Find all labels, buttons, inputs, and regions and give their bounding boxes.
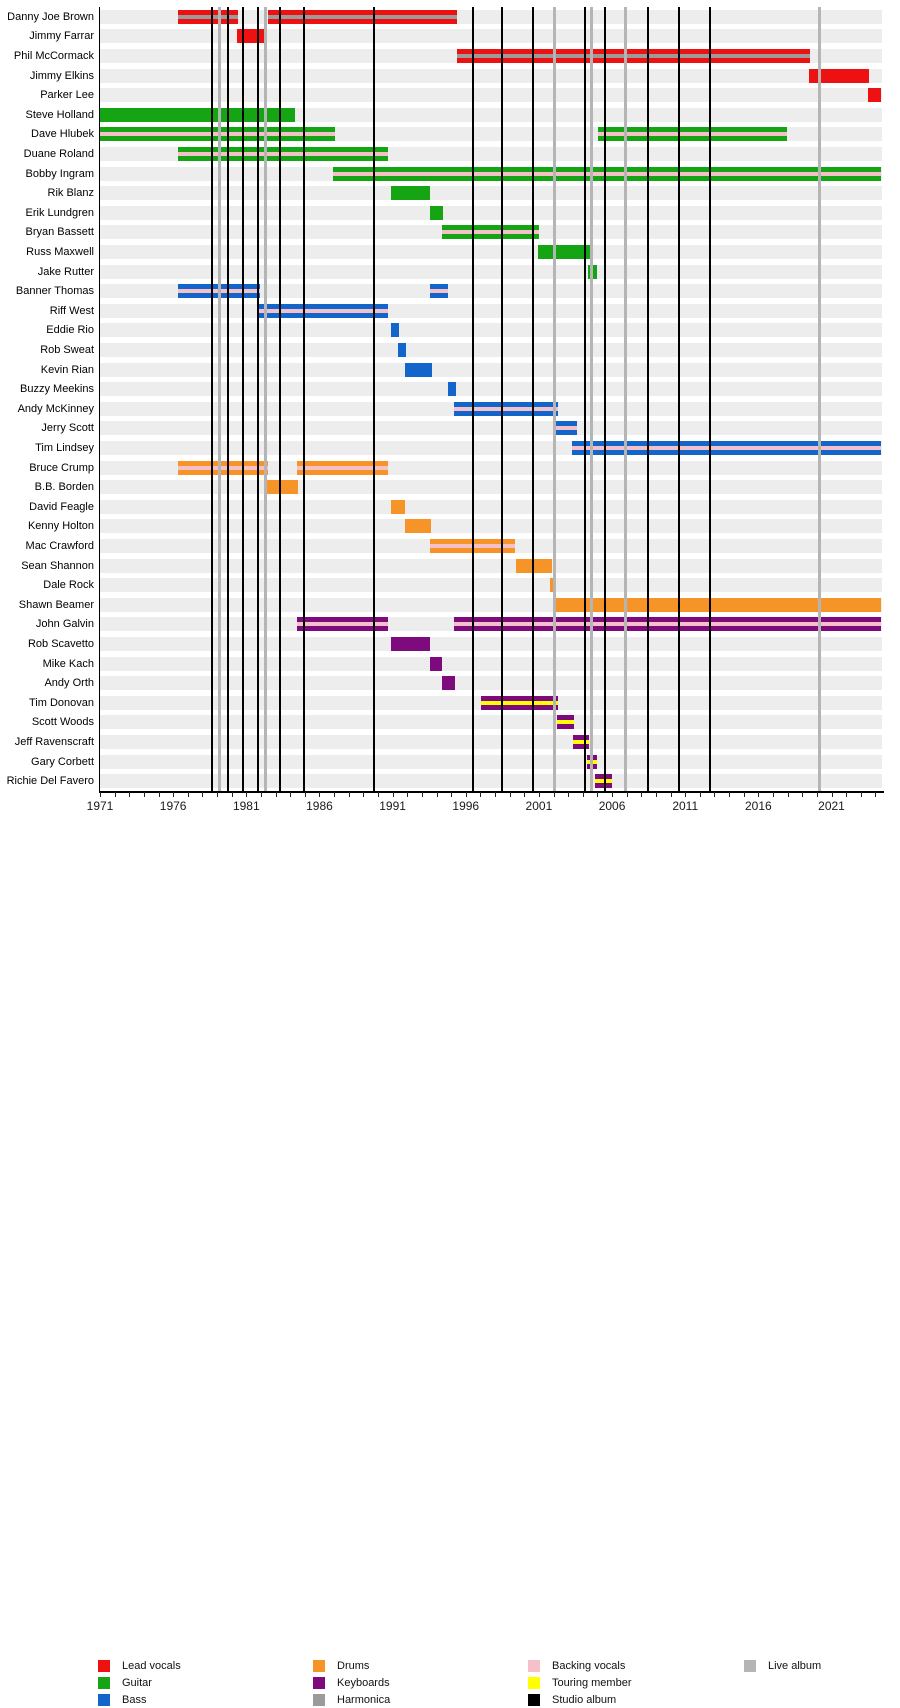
timeline-bar — [391, 323, 399, 337]
axis-tick — [627, 792, 628, 797]
row-band — [100, 676, 882, 690]
tick-label: 2016 — [745, 799, 772, 813]
row-band — [100, 519, 882, 533]
member-label: Bryan Bassett — [25, 226, 94, 239]
member-label: Steve Holland — [25, 108, 94, 121]
member-label: Parker Lee — [40, 89, 94, 102]
axis-tick — [700, 792, 701, 797]
backing-vocals-stripe — [572, 446, 881, 450]
tick-label: 1971 — [86, 799, 114, 813]
touring-stripe — [573, 740, 589, 744]
member-label: Shawn Beamer — [18, 598, 94, 611]
timeline-bar — [553, 598, 881, 612]
axis-tick — [144, 792, 145, 797]
axis-tick — [363, 792, 364, 797]
axis-tick — [729, 792, 730, 797]
backing-vocals-stripe — [454, 407, 558, 411]
tick-label: 1996 — [452, 799, 480, 813]
legend-label: Lead vocals — [122, 1660, 181, 1672]
timeline-bar — [405, 519, 431, 533]
timeline-bar — [430, 284, 448, 298]
studio-album-line — [604, 7, 606, 791]
axis-tick — [246, 792, 247, 797]
timeline-bar — [391, 500, 405, 514]
axis-tick — [393, 792, 394, 797]
axis-tick — [758, 792, 759, 797]
member-label: Gary Corbett — [31, 755, 94, 768]
legend-label: Studio album — [552, 1694, 617, 1706]
row-band — [100, 206, 882, 220]
member-label: Phil McCormack — [13, 50, 94, 62]
timeline-bar — [448, 382, 456, 396]
row-band — [100, 774, 882, 788]
live-album-line — [590, 7, 593, 791]
touring-stripe — [557, 720, 574, 724]
timeline-bar — [405, 363, 432, 377]
member-label: Russ Maxwell — [26, 246, 94, 258]
studio-album-line — [647, 7, 649, 791]
axis-tick — [685, 792, 686, 797]
axis-tick — [846, 792, 847, 797]
row-band — [100, 186, 882, 200]
tick-label: 2006 — [598, 799, 626, 813]
axis-tick — [714, 792, 715, 797]
axis-tick — [100, 792, 101, 797]
axis-tick — [568, 792, 569, 797]
member-label: David Feagle — [29, 500, 94, 513]
backing-vocals-stripe — [333, 172, 881, 176]
harmonica-swatch — [313, 1694, 325, 1706]
backing-vocals-stripe — [178, 152, 388, 156]
axis-tick — [349, 792, 350, 797]
axis-tick — [875, 792, 876, 797]
studio-album-line — [584, 7, 586, 791]
member-label: Jerry Scott — [41, 422, 94, 435]
timeline-bar — [267, 480, 298, 494]
live-album-line — [218, 7, 221, 791]
axis-tick — [188, 792, 189, 797]
axis-tick — [524, 792, 525, 797]
legend-label: Live album — [768, 1660, 822, 1672]
backing-vocals-swatch — [528, 1660, 540, 1672]
member-label: Bobby Ingram — [25, 167, 94, 180]
legend-label: Drums — [337, 1660, 370, 1672]
axis-tick — [510, 792, 511, 797]
live-album-line — [818, 7, 821, 791]
row-band — [100, 382, 882, 396]
member-label: Rob Scavetto — [27, 638, 94, 650]
studio-album-swatch — [528, 1694, 540, 1706]
row-band — [100, 480, 882, 494]
drums-swatch — [313, 1660, 325, 1672]
row-band — [100, 755, 882, 769]
member-label: B.B. Borden — [34, 481, 94, 494]
member-label: Banner Thomas — [15, 285, 94, 298]
axis-tick — [861, 792, 862, 797]
timeline-bar — [333, 167, 881, 181]
row-band — [100, 304, 882, 318]
bass-swatch — [98, 1694, 110, 1706]
studio-album-line — [279, 7, 281, 791]
axis-tick — [641, 792, 642, 797]
backing-vocals-stripe — [556, 426, 577, 430]
member-label: Scott Woods — [31, 716, 94, 729]
timeline-bar — [178, 147, 388, 161]
row-band — [100, 265, 882, 279]
member-label: Buzzy Meekins — [20, 383, 94, 396]
member-label: Andy Orth — [44, 677, 94, 690]
member-label: Riff West — [49, 304, 94, 317]
axis-tick — [129, 792, 130, 797]
guitar-swatch — [98, 1677, 110, 1689]
axis-tick — [671, 792, 672, 797]
member-label: Jimmy Farrar — [29, 30, 94, 43]
member-label: Mike Kach — [42, 657, 94, 670]
tick-label: 1976 — [159, 799, 187, 813]
axis-tick — [466, 792, 467, 797]
timeline-bar — [442, 676, 455, 690]
legend-label: Keyboards — [337, 1677, 390, 1689]
member-label: Kevin Rian — [40, 363, 94, 376]
touring-stripe — [481, 701, 558, 705]
timeline-bar — [573, 735, 589, 749]
timeline-bar — [398, 343, 406, 357]
backing-vocals-stripe — [100, 132, 335, 136]
axis-tick — [832, 792, 833, 797]
axis-tick — [451, 792, 452, 797]
member-label: John Galvin — [35, 618, 94, 631]
legend-label: Harmonica — [337, 1694, 391, 1706]
studio-album-line — [501, 7, 503, 791]
axis-tick — [612, 792, 613, 797]
legend-label: Bass — [122, 1694, 147, 1706]
axis-tick — [773, 792, 774, 797]
tick-label: 2021 — [818, 799, 845, 813]
row-band — [100, 421, 882, 435]
legend-label: Guitar — [122, 1677, 152, 1689]
timeline-bar — [538, 245, 590, 259]
studio-album-line — [257, 7, 259, 791]
axis-tick — [539, 792, 540, 797]
timeline-bar — [572, 441, 881, 455]
member-label: Bruce Crump — [29, 461, 94, 474]
harmonica-stripe — [268, 15, 457, 19]
lead-vocals-swatch — [98, 1660, 110, 1672]
row-band — [100, 500, 882, 514]
row-band — [100, 29, 882, 43]
legend — [0, 826, 900, 1706]
axis-tick — [334, 792, 335, 797]
timeline-bar — [454, 617, 881, 631]
axis-tick — [583, 792, 584, 797]
timeline-bar — [178, 461, 268, 475]
timeline-bar — [100, 127, 335, 141]
axis-tick — [437, 792, 438, 797]
member-label: Rob Sweat — [40, 344, 94, 356]
member-label: Danny Joe Brown — [7, 10, 94, 23]
backing-vocals-stripe — [454, 622, 881, 626]
row-band — [100, 657, 882, 671]
studio-album-line — [709, 7, 711, 791]
axis-tick — [319, 792, 320, 797]
member-label: Jake Rutter — [37, 265, 94, 278]
member-label: Duane Roland — [23, 148, 94, 160]
row-band — [100, 735, 882, 749]
member-label: Andy McKinney — [17, 402, 94, 415]
harmonica-stripe — [178, 15, 238, 19]
keyboards-swatch — [313, 1677, 325, 1689]
axis-tick — [232, 792, 233, 797]
studio-album-line — [472, 7, 474, 791]
member-label: Tim Donovan — [28, 696, 94, 709]
backing-vocals-stripe — [442, 230, 539, 234]
timeline-bar — [481, 696, 558, 710]
legend-label: Backing vocals — [552, 1660, 626, 1672]
live-album-line — [624, 7, 627, 791]
backing-vocals-stripe — [430, 289, 448, 293]
member-label: Dale Rock — [43, 579, 94, 592]
axis-tick — [788, 792, 789, 797]
member-label: Mac Crawford — [25, 540, 94, 552]
tick-label: 1991 — [379, 799, 406, 813]
axis-tick — [495, 792, 496, 797]
axis-tick — [656, 792, 657, 797]
axis-tick — [802, 792, 803, 797]
live-album-line — [553, 7, 556, 791]
timeline-bar — [556, 421, 577, 435]
timeline-bar — [454, 402, 558, 416]
row-band — [100, 69, 882, 83]
member-label: Rik Blanz — [47, 187, 94, 200]
axis-tick — [261, 792, 262, 797]
row-band — [100, 88, 882, 102]
studio-album-line — [303, 7, 305, 791]
row-band — [100, 637, 882, 651]
row-band — [100, 343, 882, 357]
timeline-bar — [550, 578, 553, 592]
legend-label: Touring member — [552, 1677, 632, 1689]
axis-tick — [378, 792, 379, 797]
timeline-bar — [258, 304, 388, 318]
row-band — [100, 578, 882, 592]
timeline-bar — [391, 637, 430, 651]
tick-label: 2011 — [672, 799, 699, 813]
timeline-bar — [430, 206, 443, 220]
studio-album-line — [227, 7, 229, 791]
member-label: Eddie Rio — [46, 324, 94, 337]
axis-tick — [290, 792, 291, 797]
studio-album-line — [373, 7, 375, 791]
studio-album-line — [532, 7, 534, 791]
axis-tick — [217, 792, 218, 797]
member-label: Tim Lindsey — [35, 442, 94, 454]
studio-album-line — [211, 7, 213, 791]
member-label: Jeff Ravenscraft — [14, 736, 94, 748]
timeline-bar — [391, 186, 430, 200]
live-album-line — [264, 7, 267, 791]
axis-tick — [305, 792, 306, 797]
backing-vocals-stripe — [178, 466, 268, 470]
touring-swatch — [528, 1677, 540, 1689]
axis-tick — [554, 792, 555, 797]
timeline-bar — [442, 225, 539, 239]
axis-tick — [115, 792, 116, 797]
axis-tick — [480, 792, 481, 797]
timeline-bar — [557, 715, 574, 729]
tick-label: 1981 — [232, 799, 260, 813]
backing-vocals-stripe — [258, 309, 388, 313]
timeline-bar — [430, 657, 442, 671]
harmonica-stripe — [457, 54, 810, 58]
live-album-swatch — [744, 1660, 756, 1672]
row-band — [100, 245, 882, 259]
tick-label: 2001 — [525, 799, 553, 813]
axis-tick — [159, 792, 160, 797]
member-label: Sean Shannon — [21, 559, 94, 572]
axis-tick — [202, 792, 203, 797]
member-label: Jimmy Elkins — [29, 69, 94, 82]
timeline-bar — [868, 88, 881, 102]
tick-label: 1986 — [306, 799, 333, 813]
axis-tick — [744, 792, 745, 797]
row-band — [100, 323, 882, 337]
timeline-bar — [268, 10, 457, 24]
row-band — [100, 559, 882, 573]
row-band — [100, 363, 882, 377]
row-band — [100, 715, 882, 729]
axis-tick — [817, 792, 818, 797]
timeline-bar — [457, 49, 810, 63]
studio-album-line — [678, 7, 680, 791]
studio-album-line — [242, 7, 244, 791]
axis-tick — [407, 792, 408, 797]
axis-tick — [276, 792, 277, 797]
member-label: Erik Lundgren — [25, 206, 94, 219]
member-label: Richie Del Favero — [6, 775, 94, 788]
member-label: Kenny Holton — [27, 520, 94, 533]
timeline-bar — [178, 10, 238, 24]
y-axis-line — [99, 7, 101, 791]
axis-tick — [597, 792, 598, 797]
axis-tick — [173, 792, 174, 797]
member-label: Dave Hlubek — [31, 128, 94, 141]
axis-tick — [422, 792, 423, 797]
